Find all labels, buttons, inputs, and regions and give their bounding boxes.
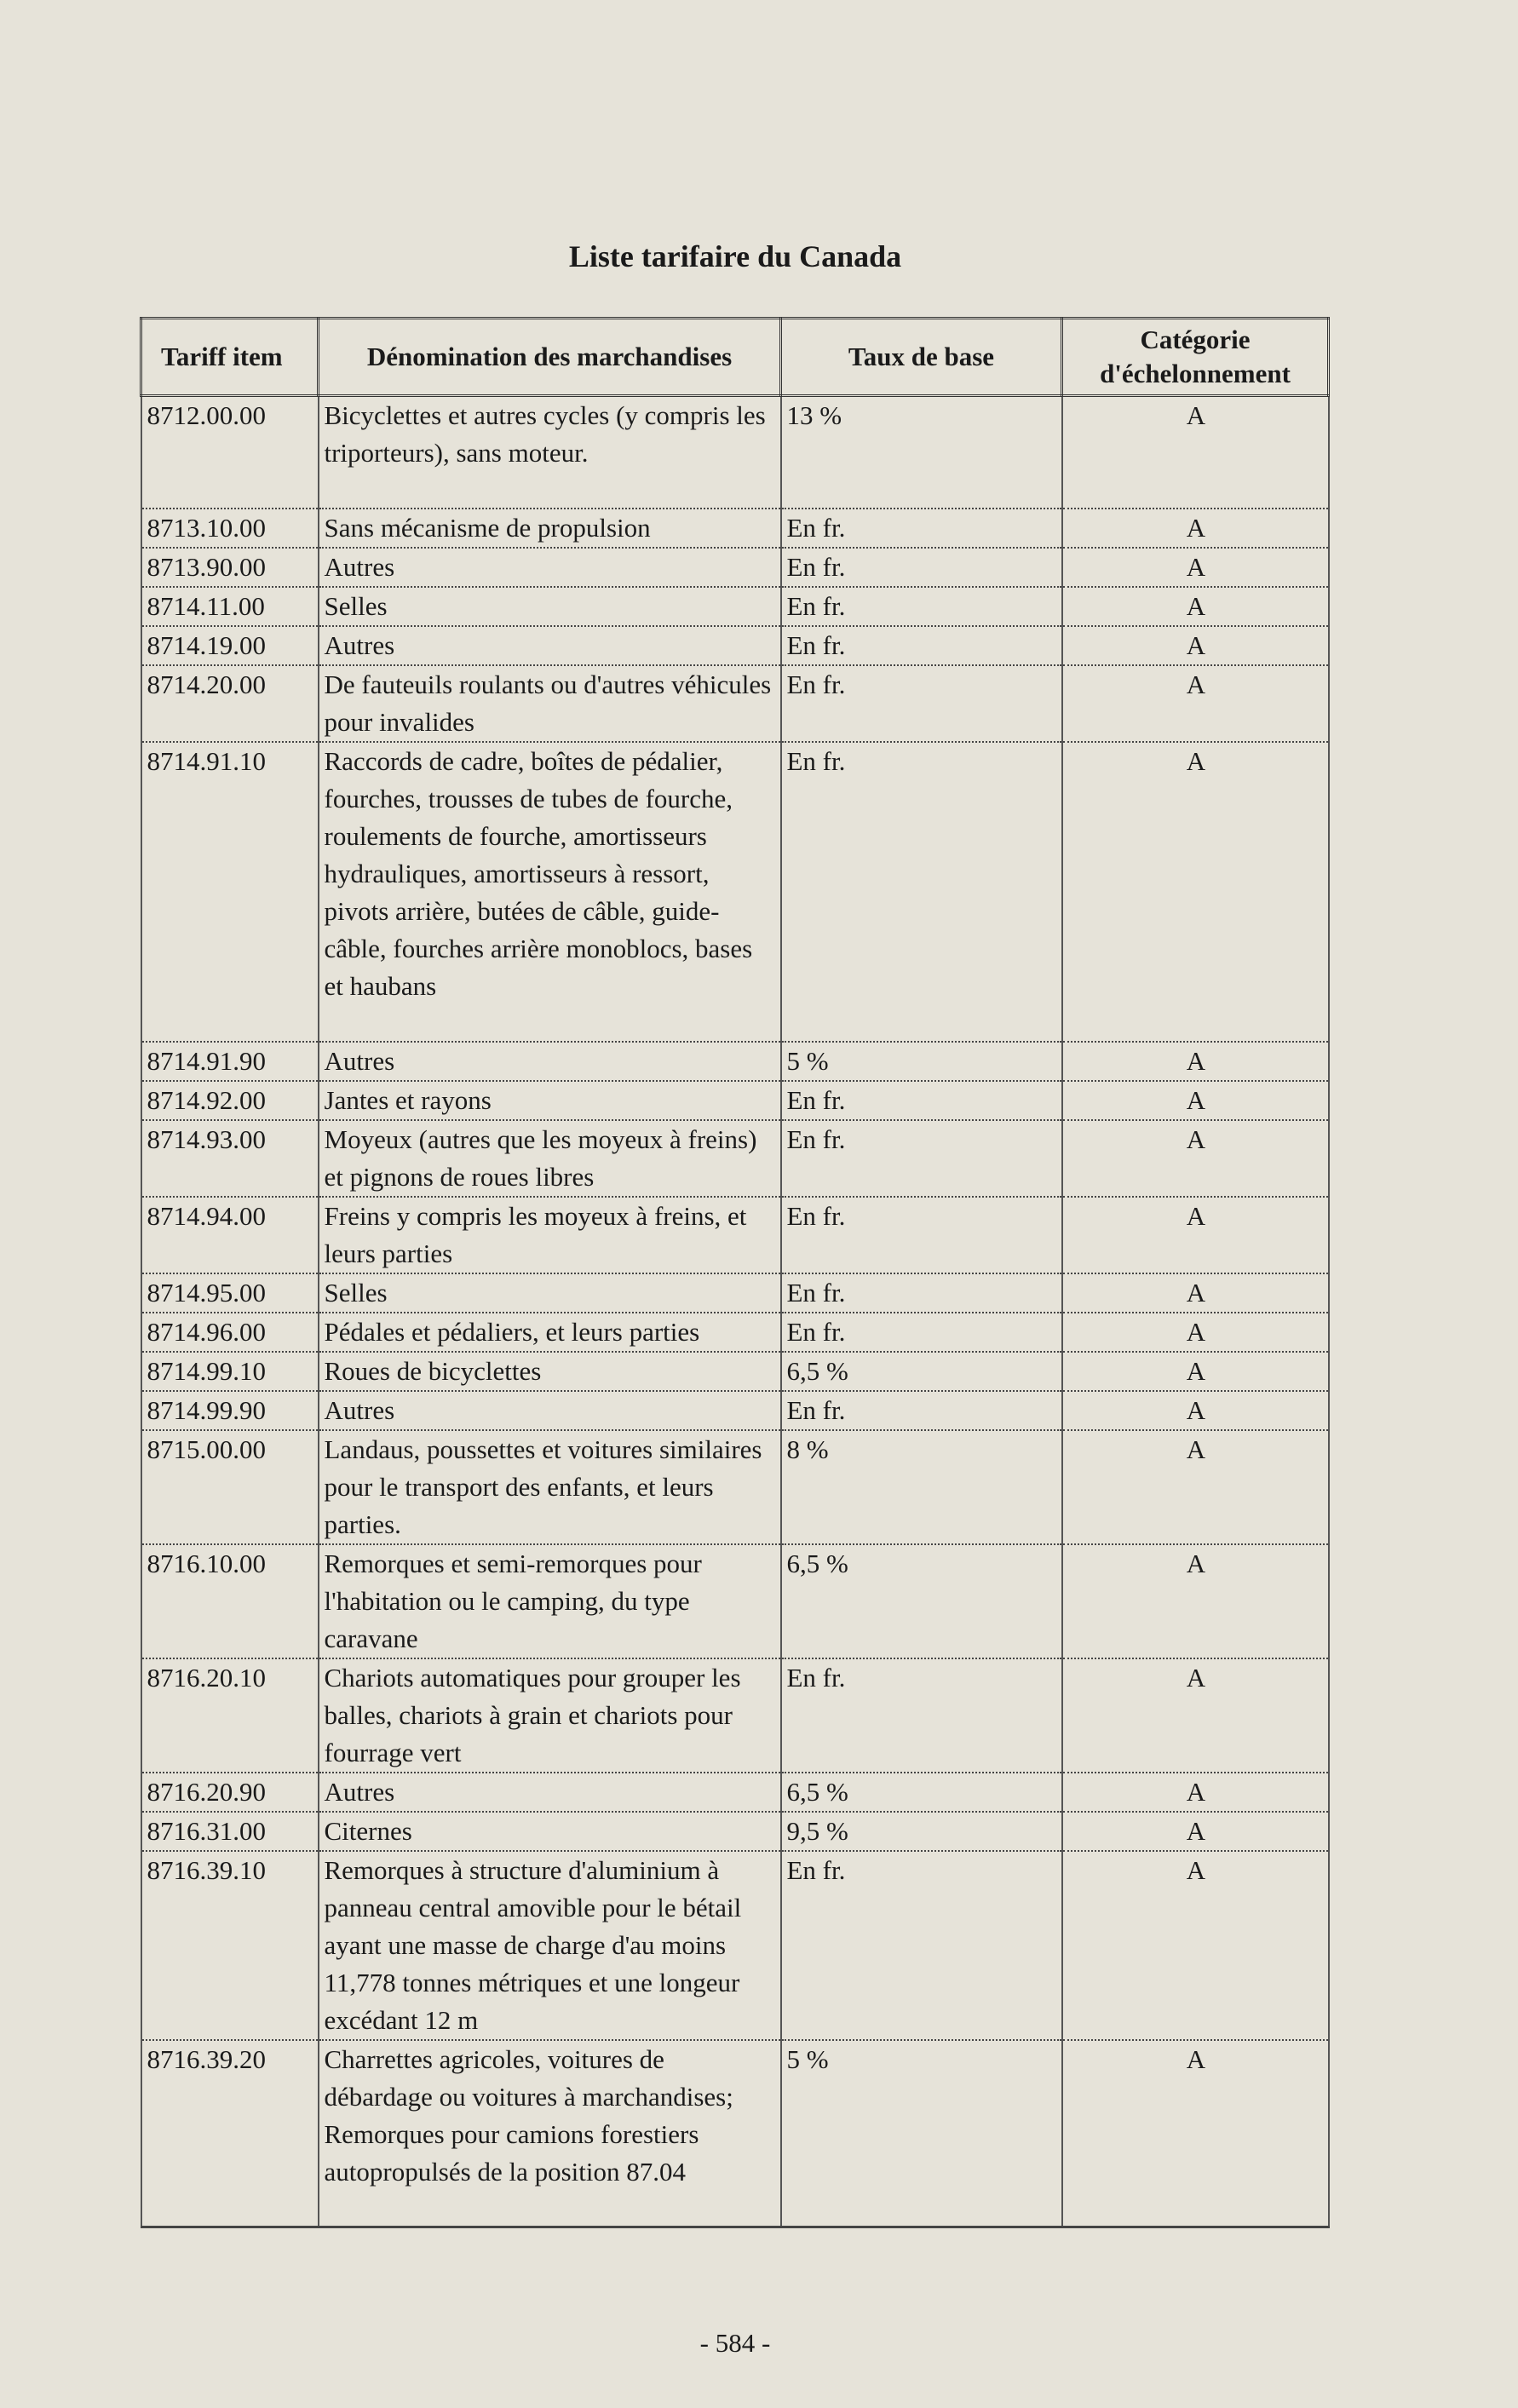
tariff-item-cell: 8714.91.90 [141,1042,319,1081]
column-header-staging-category: Catégorie d'échelonnement [1062,319,1329,396]
category-cell: A [1062,1851,1329,2040]
description-cell: Roues de bicyclettes [319,1352,781,1391]
description-cell: Autres [319,1042,781,1081]
column-header-tariff-item: Tariff item [141,319,319,396]
table-row [141,665,1329,742]
table-row [141,2040,1329,2227]
description-cell: Autres [319,548,781,587]
tariff-item-cell: 8716.39.10 [141,1851,319,2040]
tariff-item-cell: 8714.19.00 [141,626,319,665]
category-cell: A [1062,1391,1329,1430]
base-rate-cell: En fr. [781,548,1062,587]
tariff-item-cell: 8716.10.00 [141,1544,319,1658]
tariff-item-cell: 8715.00.00 [141,1430,319,1544]
tariff-item-cell: 8714.92.00 [141,1081,319,1120]
table-row [141,396,1329,509]
category-cell: A [1062,587,1329,626]
page-number: - 584 - [699,2328,771,2358]
table-row [141,587,1329,626]
tariff-item-cell: 8713.10.00 [141,509,319,548]
table-row [141,1430,1329,1544]
base-rate-cell: En fr. [781,1197,1062,1273]
base-rate-cell: En fr. [781,626,1062,665]
base-rate-cell: 5 % [781,1042,1062,1081]
category-cell: A [1062,1430,1329,1544]
page-title: Liste tarifaire du Canada [568,239,902,273]
tariff-item-cell: 8714.96.00 [141,1313,319,1352]
tariff-item-cell: 8716.20.10 [141,1658,319,1773]
description-cell: Sans mécanisme de propulsion [319,509,781,548]
description-cell: Moyeux (autres que les moyeux à freins) et pignons de roues libres [319,1120,781,1197]
description-cell: Autres [319,1391,781,1430]
category-cell: A [1062,1352,1329,1391]
base-rate-cell: En fr. [781,509,1062,548]
base-rate-cell: En fr. [781,1313,1062,1352]
base-rate-cell: 9,5 % [781,1812,1062,1851]
description-cell: Autres [319,626,781,665]
base-rate-cell: 6,5 % [781,1544,1062,1658]
table-row [141,742,1329,1042]
base-rate-cell: 6,5 % [781,1773,1062,1812]
description-cell: Remorques et semi-remorques pour l'habitation ou le camping, du type caravane [319,1544,781,1658]
category-cell: A [1062,1773,1329,1812]
tariff-item-cell: 8714.91.10 [141,742,319,1042]
description-cell: Bicyclettes et autres cycles (y compris les triporteurs), sans moteur. [319,396,781,509]
column-header-description: Dénomination des marchandises [319,319,781,396]
category-cell: A [1062,1812,1329,1851]
base-rate-cell: En fr. [781,665,1062,742]
category-cell: A [1062,2040,1329,2227]
table-row [141,1273,1329,1313]
base-rate-cell: En fr. [781,1120,1062,1197]
base-rate-cell: 6,5 % [781,1352,1062,1391]
description-cell: Autres [319,1773,781,1812]
tariff-item-cell: 8714.20.00 [141,665,319,742]
category-cell: A [1062,1273,1329,1313]
tariff-item-cell: 8716.31.00 [141,1812,319,1851]
description-cell: Raccords de cadre, boîtes de pédalier, fourches, trousses de tubes de fourche, roulements de fourche, amortisseurs hydrauliques, amortisseurs à ressort, pivots arrière, butées de câble, guide-câble, fourches arrière monoblocs, bases et haubans [319,742,781,1042]
category-cell: A [1062,1658,1329,1773]
category-cell: A [1062,1544,1329,1658]
category-cell: A [1062,626,1329,665]
table-row [141,1658,1329,1773]
table-row [141,1120,1329,1197]
base-rate-cell: En fr. [781,1273,1062,1313]
description-cell: Selles [319,1273,781,1313]
tariff-item-cell: 8712.00.00 [141,396,319,509]
table-row [141,626,1329,665]
tariff-item-cell: 8714.11.00 [141,587,319,626]
category-cell: A [1062,1120,1329,1197]
description-cell: Chariots automatiques pour grouper les balles, chariots à grain et chariots pour fourrage vert [319,1658,781,1773]
table-row [141,1544,1329,1658]
base-rate-cell: 5 % [781,2040,1062,2227]
table-body [141,396,1329,2227]
tariff-item-cell: 8714.95.00 [141,1273,319,1313]
description-cell: Freins y compris les moyeux à freins, et leurs parties [319,1197,781,1273]
table-row [141,1391,1329,1430]
tariff-item-cell: 8714.99.10 [141,1352,319,1391]
column-header-base-rate: Taux de base [781,319,1062,396]
description-cell: Landaus, poussettes et voitures similaires pour le transport des enfants, et leurs parties. [319,1430,781,1544]
description-cell: Remorques à structure d'aluminium à panneau central amovible pour le bétail ayant une masse de charge d'au moins 11,778 tonnes métriques et une longeur excédant 12 m [319,1851,781,2040]
table-row [141,1197,1329,1273]
category-cell: A [1062,509,1329,548]
tariff-item-cell: 8714.94.00 [141,1197,319,1273]
base-rate-cell: En fr. [781,587,1062,626]
category-cell: A [1062,548,1329,587]
category-cell: A [1062,1313,1329,1352]
table-row [141,509,1329,548]
table-row [141,1352,1329,1391]
table-row [141,1081,1329,1120]
tariff-item-cell: 8716.39.20 [141,2040,319,2227]
base-rate-cell: En fr. [781,1851,1062,2040]
table-row [141,1851,1329,2040]
table-row [141,548,1329,587]
base-rate-cell: 8 % [781,1430,1062,1544]
base-rate-cell: En fr. [781,742,1062,1042]
table-row [141,1042,1329,1081]
category-cell: A [1062,742,1329,1042]
tariff-item-cell: 8714.93.00 [141,1120,319,1197]
table-row [141,1313,1329,1352]
category-cell: A [1062,396,1329,509]
category-cell: A [1062,665,1329,742]
description-cell: Jantes et rayons [319,1081,781,1120]
category-cell: A [1062,1197,1329,1273]
tariff-item-cell: 8714.99.90 [141,1391,319,1430]
table-row [141,1812,1329,1851]
category-cell: A [1062,1042,1329,1081]
tariff-table [140,317,1330,2228]
base-rate-cell: 13 % [781,396,1062,509]
description-cell: De fauteuils roulants ou d'autres véhicules pour invalides [319,665,781,742]
description-cell: Pédales et pédaliers, et leurs parties [319,1313,781,1352]
base-rate-cell: En fr. [781,1658,1062,1773]
table-header-row [141,319,1329,396]
category-cell: A [1062,1081,1329,1120]
description-cell: Selles [319,587,781,626]
base-rate-cell: En fr. [781,1081,1062,1120]
tariff-item-cell: 8716.20.90 [141,1773,319,1812]
table-row [141,1773,1329,1812]
description-cell: Citernes [319,1812,781,1851]
base-rate-cell: En fr. [781,1391,1062,1430]
description-cell: Charrettes agricoles, voitures de débardage ou voitures à marchandises; Remorques pour camions forestiers autopropulsés de la position 87.04 [319,2040,781,2227]
tariff-item-cell: 8713.90.00 [141,548,319,587]
